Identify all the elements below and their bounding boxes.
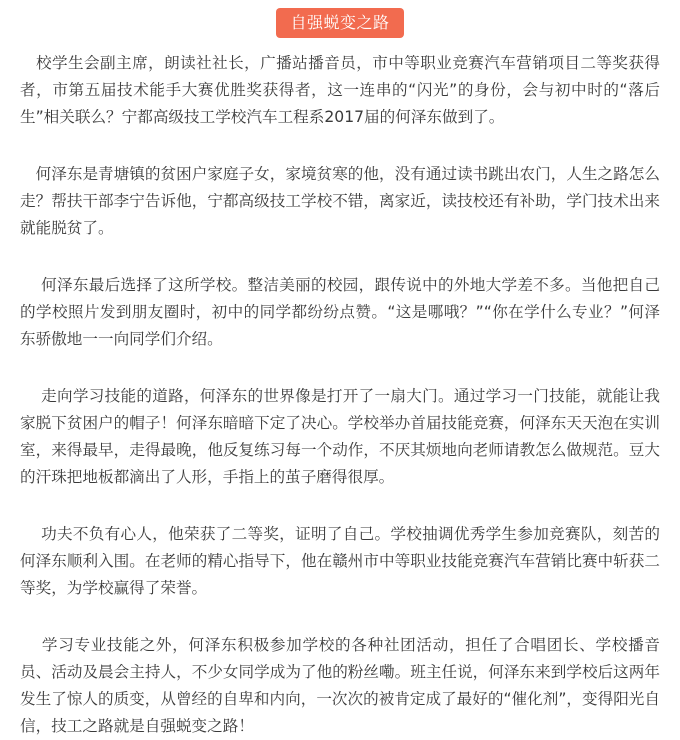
paragraph-6: 学习专业技能之外，何泽东积极参加学校的各种社团活动，担任了合唱团长、学校播音员、活动及晨会主持人，不少女同学成为了他的粉丝嘞。班主任说，何泽东来到学校后这两年发生了惊人的质变，从曾经的自卑和内向，一次次的被肯定成了最好的“催化剂”，变得阳光自信，技工之路就是自强蜕变之路！ [20, 636, 660, 735]
paragraph-1: 校学生会副主席，朗读社社长，广播站播音员，市中等职业竞赛汽车营销项目二等奖获得者，市第五届技术能手大赛优胜奖获得者，这一连串的“闪光”的身份，会与初中时的“落后生”相关联么？宁都高级技工学校汽车工程系2017届的何泽东做到了。 [20, 54, 660, 126]
paragraph-4: 走向学习技能的道路，何泽东的世界像是打开了一扇大门。通过学习一门技能，就能让我家脱下贫困户的帽子！何泽东暗暗下定了决心。学校举办首届技能竞赛，何泽东天天泡在实训室，来得最早，走得最晚，他反复练习每一个动作，不厌其烦地向老师请教怎么做规范。豆大的汗珠把地板都滴出了人形，手指上的茧子磨得很厚。 [20, 387, 660, 486]
article-body [20, 50, 660, 740]
paragraph-3: 何泽东最后选择了这所学校。整洁美丽的校园，跟传说中的外地大学差不多。当他把自己的学校照片发到朋友圈时，初中的同学都纷纷点赞。“这是哪哦？”“你在学什么专业？”何泽东骄傲地一一向同学们介绍。 [20, 276, 660, 348]
paragraph-5: 功夫不负有心人，他荣获了二等奖，证明了自己。学校抽调优秀学生参加竞赛队，刻苦的何泽东顺利入围。在老师的精心指导下，他在赣州市中等职业技能竞赛汽车营销比赛中斩获二等奖，为学校赢得了荣誉。 [20, 525, 660, 597]
paragraph-2: 何泽东是青塘镇的贫困户家庭子女，家境贫寒的他，没有通过读书跳出农门，人生之路怎么走？帮扶干部李宁告诉他，宁都高级技工学校不错，离家近，读技校还有补助，学门技术出来就能脱贫了。 [20, 165, 660, 237]
title-wrapper [0, 8, 680, 38]
article-title: 自强蜕变之路 [276, 8, 403, 38]
